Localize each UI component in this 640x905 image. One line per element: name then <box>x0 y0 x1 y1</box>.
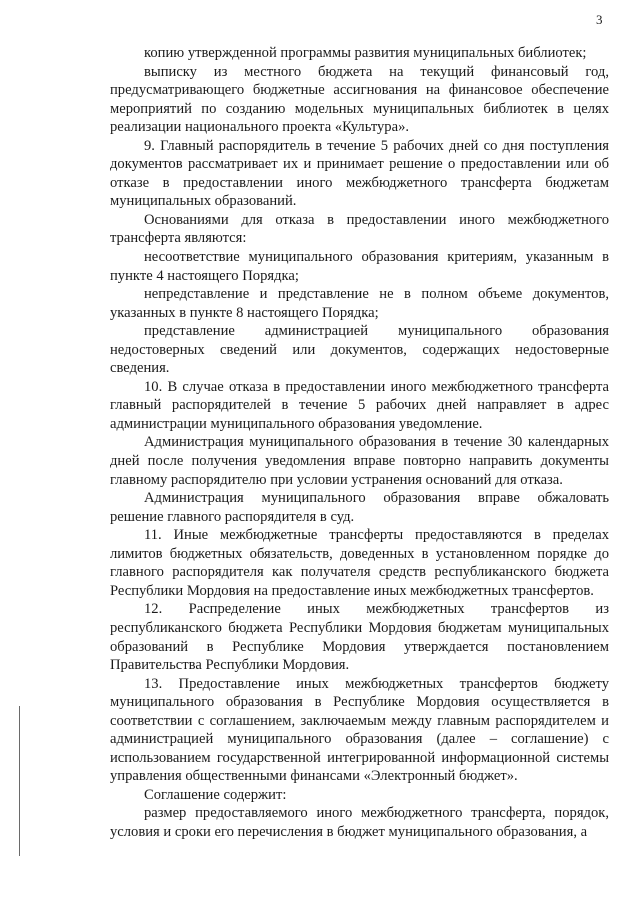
paragraph: 11. Иные межбюджетные трансферты предоставляются в пределах лимитов бюджетных обязательств, доведенных в установленном порядке до главного распорядителя как получателя средств республиканского бюджета Республики Мордовия на предоставление иных межбюджетных трансфертов. <box>110 527 609 599</box>
scan-edge-line <box>19 706 20 856</box>
paragraph: копию утвержденной программы развития муниципальных библиотек; <box>144 45 587 61</box>
page-number: 3 <box>596 12 603 27</box>
paragraph: Администрация муниципального образования вправе обжаловать решение главного распорядителя в суд. <box>110 490 609 525</box>
paragraph: Основаниями для отказа в предоставлении иного межбюджетного трансферта являются: <box>110 211 609 247</box>
paragraph: Соглашение содержит: <box>144 786 287 803</box>
paragraph: несоответствие муниципального образования критериям, указанным в пункте 4 настоящего Порядка; <box>110 249 609 284</box>
paragraph: 10. В случае отказа в предоставлении иного межбюджетного трансферта главный распорядителей в течение 5 рабочих дней направляет в адрес администрации муниципального образования уведомление. <box>110 378 609 432</box>
document-body <box>110 44 609 842</box>
paragraph: 12. Распределение иных межбюджетных трансфертов из республиканского бюджета Республики Мордовия бюджетам муниципальных образований в Республике Мордовия утверждается постановлением Правительства Республики Мордовия. <box>110 601 609 674</box>
paragraph: представление администрацией муниципального образования недостоверных сведений или документов, содержащих недостоверные сведения. <box>110 323 609 377</box>
paragraph: Администрация муниципального образования в течение 30 календарных дней после получения уведомления вправе повторно направить документы главному распорядителю при условии устранения оснований для отказа. <box>110 434 609 488</box>
paragraph: непредставление и представление не в полном объеме документов, указанных в пункте 8 настоящего Порядка; <box>110 286 609 321</box>
paragraph: 13. Предоставление иных межбюджетных трансфертов бюджету муниципального образования в Республике Мордовия осуществляется в соответствии с соглашением, заключаемым между главным распорядителем и администрацией муниципального образования (далее – соглашение) с использованием государственной интегрированной информационной системы управления общественными финансами «Электронный бюджет». <box>110 675 609 785</box>
paragraph: 9. Главный распорядитель в течение 5 рабочих дней со дня поступления документов рассматривает их и принимает решение о предоставлении или об отказе в предоставлении иного межбюджетного трансферта бюджетам муниципальных образований. <box>110 137 609 210</box>
paragraph: размер предоставляемого иного межбюджетного трансферта, порядок, условия и сроки его перечисления в бюджет муниципального образования, а <box>110 805 609 840</box>
paragraph: выписку из местного бюджета на текущий финансовый год, предусматривающего бюджетные ассигнования на финансовое обеспечение мероприятий по созданию модельных муниципальных библиотек в целях реализации национального проекта «Культура». <box>110 63 609 136</box>
